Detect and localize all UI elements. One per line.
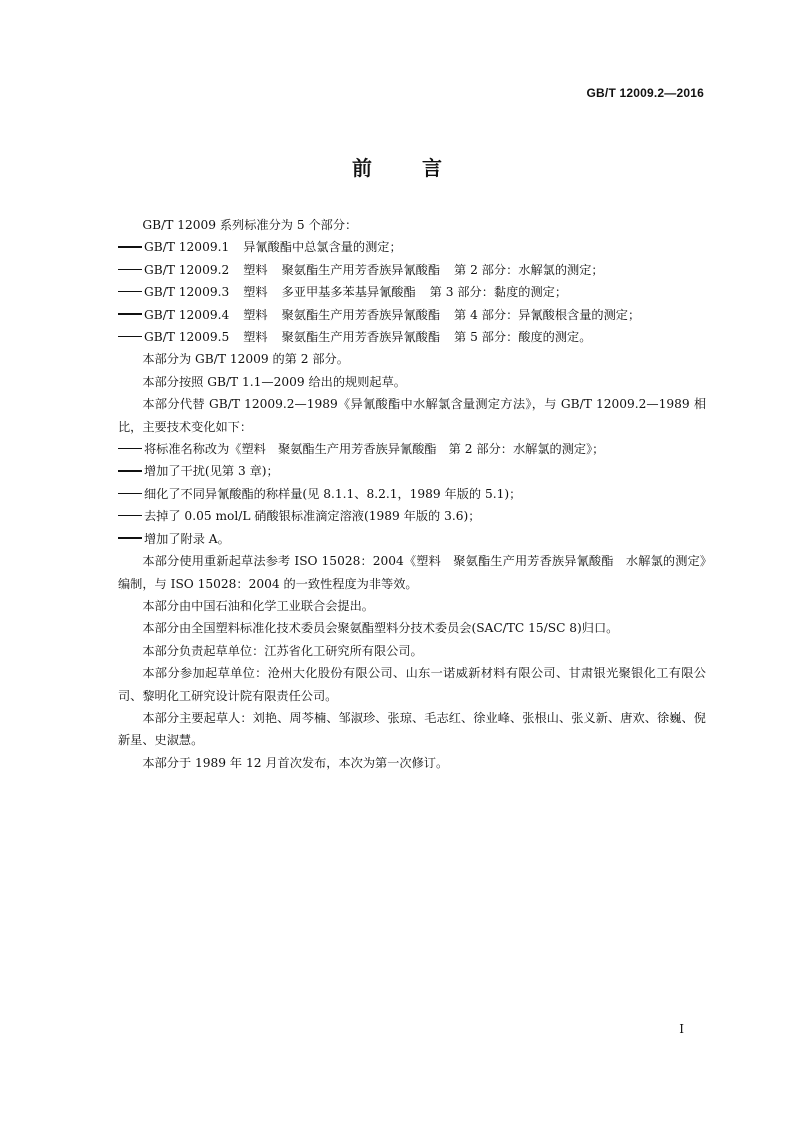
paragraph-proposer: 本部分由中国石油和化学工业联合会提出。 <box>142 598 374 613</box>
page-title: 前言 <box>352 156 492 180</box>
paragraph-replaces: 本部分代替 GB/T 12009.2—1989《异氰酸酯中水解氯含量测定方法》，与 GB/T 12009.2—1989 相比，主要技术变化如下： <box>118 397 706 434</box>
part-prefix: 塑料 <box>243 262 268 277</box>
change-item-2 <box>118 460 706 482</box>
dash-mark <box>118 269 142 270</box>
part-item-3 <box>118 281 706 303</box>
part-prefix: 塑料 <box>243 307 268 322</box>
part-code: GB/T 12009.4 <box>144 307 230 322</box>
part-code: GB/T 12009.1 <box>144 240 230 255</box>
change-text: 增加了附录 A。 <box>144 531 230 546</box>
part-item-1 <box>118 236 706 258</box>
part-main: 聚氨酯生产用芳香族异氰酸酯 <box>281 330 441 345</box>
part-name: 第 3 部分：黏度的测定； <box>429 285 568 300</box>
paragraph-lead-drafter: 本部分负责起草单位：江苏省化工研究所有限公司。 <box>142 643 423 658</box>
paragraph-history: 本部分于 1989 年 12 月首次发布，本次为第一次修订。 <box>142 755 449 770</box>
part-main: 聚氨酯生产用芳香族异氰酸酯 <box>281 307 441 322</box>
dash-mark <box>118 336 142 337</box>
dash-mark <box>118 470 142 471</box>
paragraph-iso-reference: 本部分使用重新起草法参考 ISO 15028：2004《塑料 聚氨酯生产用芳香族异氰酸酯 水解氯的测定》编制，与 ISO 15028：2004 的一致性程度为非等效。 <box>118 554 706 591</box>
part-item-5 <box>118 326 706 348</box>
dash-mark <box>118 246 142 247</box>
change-text: 增加了干扰(见第 3 章)； <box>144 464 279 479</box>
part-main: 多亚甲基多苯基异氰酸酯 <box>281 285 416 300</box>
part-main: 聚氨酯生产用芳香族异氰酸酯 <box>281 262 441 277</box>
part-prefix: 塑料 <box>243 285 268 300</box>
dash-mark <box>118 493 142 494</box>
part-name: 异氰酸酯中总氯含量的测定； <box>243 240 402 255</box>
change-item-3 <box>118 483 706 505</box>
part-name: 第 2 部分：水解氯的测定； <box>454 262 604 277</box>
part-code: GB/T 12009.5 <box>144 330 230 345</box>
change-text: 细化了不同异氰酸酯的称样量(见 8.1.1、8.2.1，1989 年版的 5.1)； <box>144 486 522 501</box>
page-number: I <box>679 1022 684 1036</box>
part-code: GB/T 12009.2 <box>144 262 230 277</box>
dash-mark <box>118 515 142 516</box>
part-item-2 <box>118 259 706 281</box>
dash-mark <box>118 313 142 314</box>
preface-body <box>118 214 706 774</box>
change-item-5 <box>118 528 706 550</box>
part-prefix: 塑料 <box>243 330 268 345</box>
paragraph-drafters: 本部分主要起草人：刘艳、周芩楠、邹淑珍、张琼、毛志红、徐业峰、张根山、张义新、唐欢、徐巍、倪新星、史淑慧。 <box>118 710 706 748</box>
dash-mark <box>118 537 142 538</box>
part-code: GB/T 12009.3 <box>144 285 230 300</box>
intro-paragraph: GB/T 12009 系列标准分为 5 个部分： <box>142 218 358 232</box>
part-item-4 <box>118 304 706 326</box>
part-name: 第 4 部分：异氰酸根含量的测定； <box>454 307 641 322</box>
change-item-4 <box>118 505 706 527</box>
dash-mark <box>118 448 142 449</box>
change-text: 去掉了 0.05 mol/L 硝酸银标准滴定溶液(1989 年版的 3.6)； <box>144 509 481 524</box>
change-text: 将标准名称改为《塑料 聚氨酯生产用芳香族异氰酸酯 第 2 部分：水解氯的测定》； <box>144 442 605 457</box>
paragraph-drafting-rules: 本部分按照 GB/T 1.1—2009 给出的规则起草。 <box>142 374 406 389</box>
paragraph-part-number: 本部分为 GB/T 12009 的第 2 部分。 <box>142 352 349 367</box>
change-item-1 <box>118 438 706 460</box>
paragraph-participating-units: 本部分参加起草单位：沧州大化股份有限公司、山东一诺威新材料有限公司、甘肃银光聚银化工有限公司、黎明化工研究设计院有限责任公司。 <box>118 666 706 703</box>
dash-mark <box>118 291 142 292</box>
part-name: 第 5 部分：酸度的测定。 <box>454 330 592 345</box>
standard-code: GB/T 12009.2—2016 <box>586 86 704 100</box>
paragraph-committee: 本部分由全国塑料标准化技术委员会聚氨酯塑料分技术委员会(SAC/TC 15/SC 8)归口。 <box>142 621 619 636</box>
